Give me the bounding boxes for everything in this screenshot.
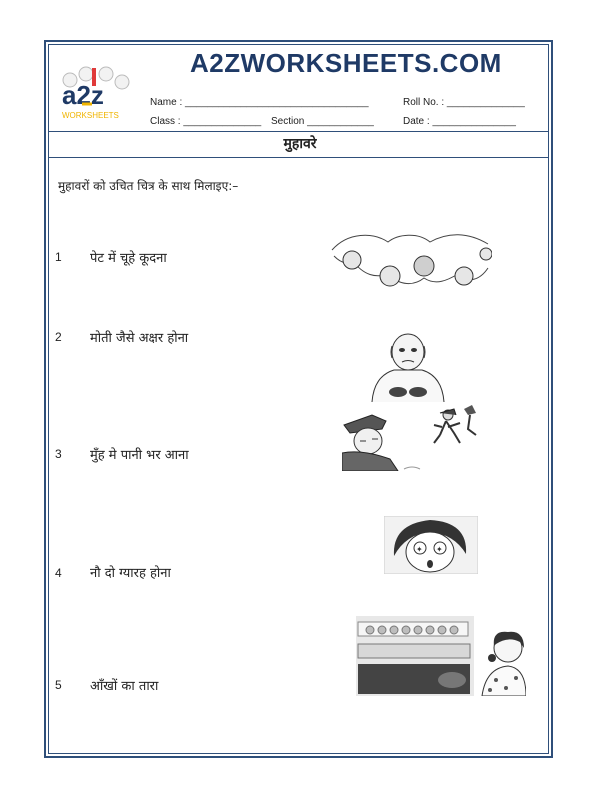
police-chase-image xyxy=(342,405,478,471)
a2z-logo xyxy=(58,64,136,122)
page-title: मुहावरे xyxy=(283,136,317,152)
idiom-text: पेट में चूहे कूदना xyxy=(90,251,167,266)
item-number: 5 xyxy=(55,678,62,692)
svg-text:✦: ✦ xyxy=(416,545,423,554)
title-divider xyxy=(48,157,549,158)
hungry-man-image xyxy=(362,332,454,404)
section-field[interactable]: Section ____________ xyxy=(271,116,374,127)
roll-number-field[interactable]: Roll No. : ______________ xyxy=(403,97,525,108)
star-eyed-boy-image xyxy=(384,516,478,574)
date-field[interactable]: Date : _______________ xyxy=(403,116,516,127)
class-field[interactable]: Class : ______________ xyxy=(150,116,262,127)
idiom-text: मुँह मे पानी भर आना xyxy=(90,448,189,463)
svg-text:a2z: a2z xyxy=(62,80,104,110)
item-number: 2 xyxy=(55,330,62,344)
name-field[interactable]: Name : _________________________________ xyxy=(150,97,369,108)
item-number: 3 xyxy=(55,447,62,461)
header-divider xyxy=(48,131,549,132)
idiom-text: मोती जैसे अक्षर होना xyxy=(90,331,189,346)
necklace-beads-image xyxy=(328,230,492,294)
svg-text:WORKSHEETS: WORKSHEETS xyxy=(62,111,119,120)
instructions: मुहावरों को उचित चित्र के साथ मिलाइए:– xyxy=(58,179,239,193)
sweet-shop-girl-image xyxy=(356,616,526,696)
idiom-text: नौ दो ग्यारह होना xyxy=(90,566,171,581)
idiom-text: आँखों का तारा xyxy=(90,679,159,694)
item-number: 1 xyxy=(55,250,62,264)
svg-text:✦: ✦ xyxy=(436,545,443,554)
site-title: A2ZWORKSHEETS.COM xyxy=(190,48,502,78)
item-number: 4 xyxy=(55,566,62,580)
